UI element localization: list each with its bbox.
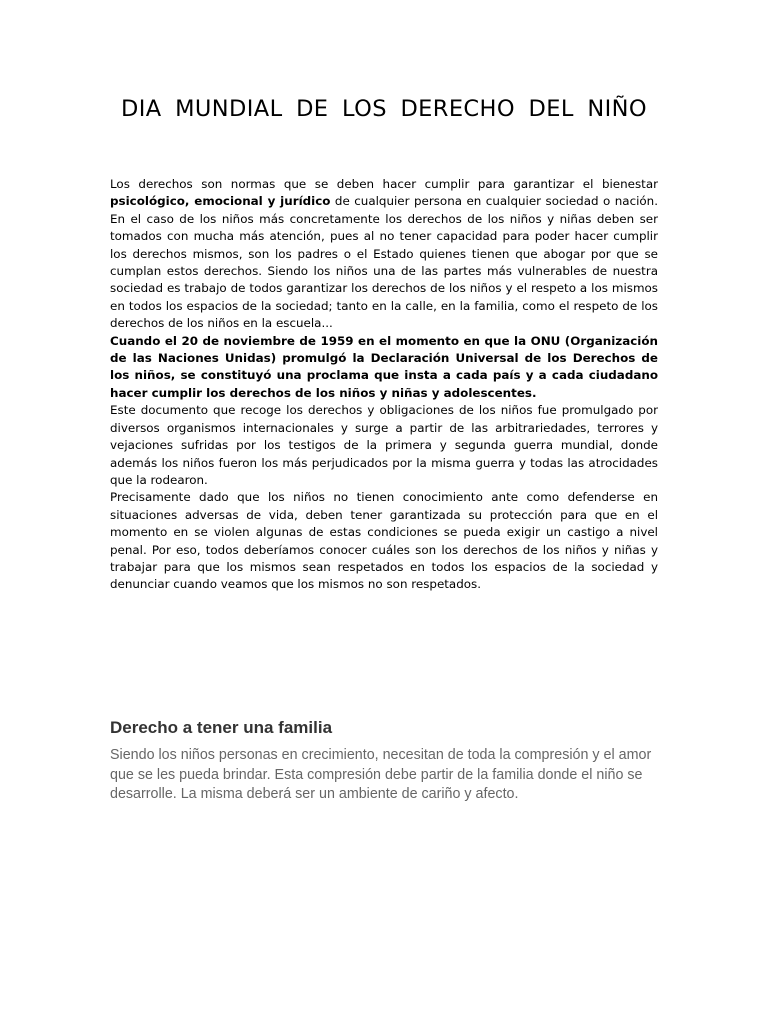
paragraph-bienestar-part2: de cualquier persona en cualquier sociedad o nación. En el caso de los niños más concretamente los derechos de los niños y niñas deben ser tomados con mucha más atención, pues al no tener capacidad para poder hacer cumplir los derechos mismos, son los padres o el Estado quienes tienen que abogar por que se cumplan estos derechos. Siendo los niños una de las partes más vulnerables de nuestra sociedad es trabajo de todos garantizar los derechos de los niños y el respeto a los mismos en todos los espacios de la sociedad; tanto en la calle, en la familia, como el respeto de los derechos de los niños en la escuela...: [110, 194, 658, 331]
paragraph-bienestar-bold: psicológico, emocional y jurídico: [110, 194, 331, 209]
section-text-familia: [110, 746, 662, 805]
paragraph-bienestar-part1: Los derechos son normas que se deben hacer cumplir para garantizar el bienestar: [110, 177, 658, 191]
section-paragraph: Siendo los niños personas en crecimiento, necesitan de toda la compresión y el amor que se les pueda brindar. Esta compresión debe partir de la familia donde el niño se desarrolle. La misma deberá ser un ambiente de cariño y afecto.: [110, 747, 652, 802]
paragraph-bienestar: [110, 176, 658, 333]
document-body: [110, 176, 658, 594]
section-heading-familia: Derecho a tener una familia: [110, 718, 333, 737]
paragraph-documento: Este documento que recoge los derechos y obligaciones de los niños fue promulgado por diversos organismos internacionales y surge a partir de las arbitrariedades, terrores y vejaciones sufridas por los testigos de la primera y segunda guerra mundial, donde además los niños fueron los más perjudicados por la misma guerra y todas las atrocidades que la rodearon.: [110, 403, 658, 487]
paragraph-declaracion: Cuando el 20 de noviembre de 1959 en el momento en que la ONU (Organización de las Naciones Unidas) promulgó la Declaración Universal de los Derechos de los niños, se constituyó una proclama que insta a cada país y a cada ciudadano hacer cumplir los derechos de los niños y niñas y adolescentes.: [110, 333, 658, 400]
paragraph-proteccion: Precisamente dado que los niños no tienen conocimiento ante como defenderse en situaciones adversas de vida, deben tener garantizada su protección para que en el momento en se violen algunas de estas condiciones se pueda exigir un castigo a nivel penal. Por eso, todos deberíamos conocer cuáles son los derechos de los niños y niñas y trabajar para que los mismos sean respetados en todos los espacios de la sociedad y denunciar cuando veamos que los mismos no son respetados.: [110, 490, 658, 592]
document-title: DIA MUNDIAL DE LOS DERECHO DEL NIÑO: [121, 96, 647, 122]
